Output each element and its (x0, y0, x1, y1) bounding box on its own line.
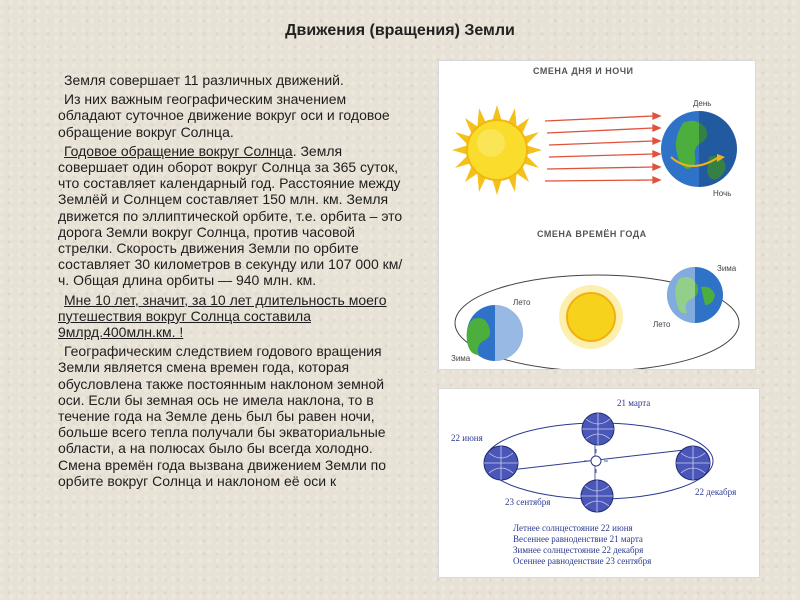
label-december: 22 декабря (695, 487, 737, 497)
slide-title: Движения (вращения) Земли (285, 22, 515, 39)
globe-march-icon (582, 413, 614, 445)
label-winter-left: Зима (451, 354, 471, 363)
annual-orbit-text: . Земля совершает один оборот вокруг Солнца за 365 суток, что составляет календарный год. Расстояние между Землёй и Солнцем составляет 150 млн. км. Земля движется по эллиптической орбите, т.е. орбита – это дорога Земли вокруг Солнца, против часовой стрелки. Скорость движения Земли по орбите составляет 30 километров в секунду или 107 000 км/ч. Общая длина орбиты — 940 млн. км. (58, 142, 403, 289)
paragraph-annual-orbit (58, 143, 410, 289)
body-text (58, 72, 410, 492)
earth-globe-icon (661, 111, 737, 187)
center-sun-icon (584, 449, 608, 473)
orbit-sun-icon (559, 285, 623, 349)
diagram-legend (513, 523, 651, 566)
label-summer-left: Лето (513, 298, 531, 307)
sun-ray-arrows (545, 113, 660, 183)
annual-orbit-heading: Годовое обращение вокруг Солнца (64, 142, 293, 159)
globe-december-icon (676, 446, 710, 480)
legend-item: Летнее солнцестояние 22 июня (513, 523, 633, 533)
legend-item: Зимнее солнцестояние 22 декабря (513, 545, 644, 555)
label-day: День (693, 99, 712, 108)
solstice-equinox-diagram (438, 388, 760, 578)
label-night: Ночь (713, 189, 732, 198)
globe-september-icon (581, 480, 613, 512)
paragraph-seasons: Географическим следствием годового вращения Земли является смена времен года, которая обусловлена также постоянным наклоном земной оси. Если бы земная ось не имела наклона, то в течение года на Земле день был бы равен ночи, больше всего тепла получали бы экваториальные области, а на полюсах было бы всегда холодно. Смена времён года вызвана движением Земли по орбите вокруг Солнца и наклоном её оси к (58, 343, 387, 489)
paragraph-movements: Земля совершает 11 различных движений. (64, 72, 344, 88)
earth-summer-left-icon (467, 305, 523, 361)
sun-icon (452, 105, 542, 195)
label-march: 21 марта (617, 398, 651, 408)
paragraph-importance: Из них важным географическим значением обладают суточное движение вокруг оси и годовое обращение вокруг Солнца. (58, 91, 390, 140)
legend-item: Весеннее равноденствие 21 марта (513, 534, 643, 544)
label-june: 22 июня (451, 433, 483, 443)
label-summer-right: Лето (653, 320, 671, 329)
caption-day-night: СМЕНА ДНЯ И НОЧИ (533, 66, 634, 76)
legend-item: Осеннее равноденствие 23 сентября (513, 556, 652, 566)
earth-winter-right-icon (667, 267, 723, 323)
label-winter-right: Зима (717, 264, 737, 273)
globe-june-icon (484, 446, 518, 480)
paragraph-personal-journey: Мне 10 лет, значит, за 10 лет длительность моего путешествия вокруг Солнца составила 9млрд.400млн.км. ! (58, 291, 387, 341)
label-september: 23 сентября (505, 497, 551, 507)
day-night-seasons-diagram (438, 60, 756, 370)
caption-seasons: СМЕНА ВРЕМЁН ГОДА (537, 229, 647, 239)
